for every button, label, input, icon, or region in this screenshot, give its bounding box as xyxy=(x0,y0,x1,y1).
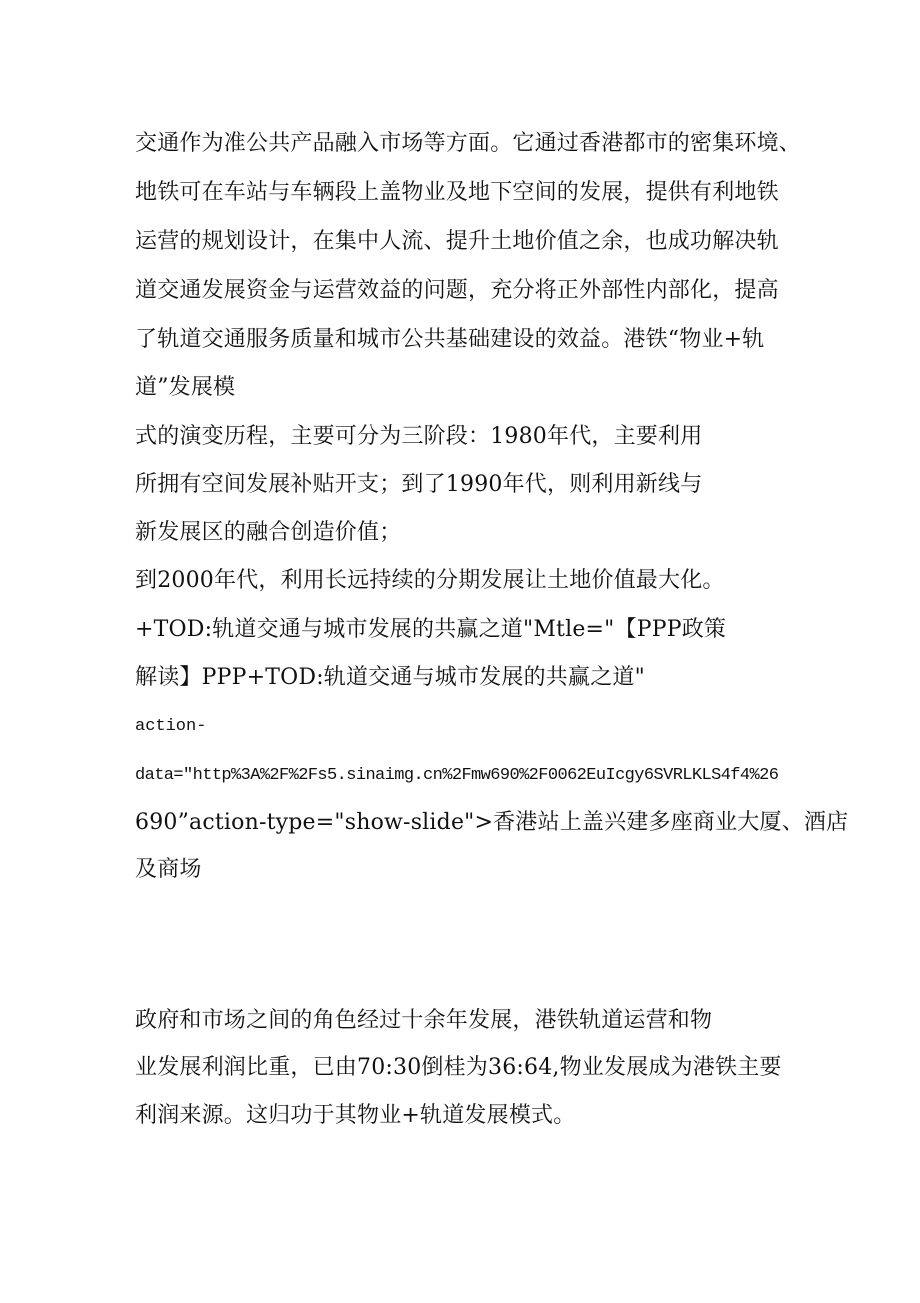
paragraph-line: 解读】PPP+TOD:轨道交通与城市发展的共赢之道" xyxy=(135,665,645,690)
paragraph-line: 690”action-type="show-slide">香港站上盖兴建多座商业大厦、酒店 xyxy=(135,810,849,835)
paragraph-line: 运营的规划设计，在集中人流、提升土地价值之余，也成功解决轨 xyxy=(135,229,779,254)
paragraph-line: +TOD:轨道交通与城市发展的共赢之道"Mtle="【PPP政策 xyxy=(135,617,727,642)
paragraph-line: 交通作为准公共产品融入市场等方面。它通过香港都市的密集环境、 xyxy=(135,131,802,156)
paragraph-line: 道”发展模 xyxy=(135,375,236,400)
paragraph-line: 到2000年代，利用长远持续的分期发展让土地价值最大化。 xyxy=(135,568,725,593)
code-line: data="http%3A%2F%2Fs5.sinaimg.cn%2Fmw690%2F0062EuIcgy6SVRLKLS4f4%26 xyxy=(135,766,779,785)
paragraph-line: 新发展区的融合创造价值； xyxy=(135,520,402,545)
paragraph-line: 政府和市场之间的角色经过十余年发展，港铁轨道运营和物 xyxy=(135,1008,713,1033)
paragraph-line: 式的演变历程，主要可分为三阶段：1980年代，主要利用 xyxy=(135,424,703,449)
paragraph-line: 业发展利润比重，已由70:30倒桂为36:64,物业发展成为港铁主要 xyxy=(135,1055,782,1080)
paragraph-line: 地铁可在车站与车辆段上盖物业及地下空间的发展，提供有利地铁 xyxy=(135,180,779,205)
paragraph-line: 道交通发展资金与运营效益的问题，充分将正外部性内部化，提高 xyxy=(135,278,779,303)
paragraph-line: 所拥有空间发展补贴开支；到了1990年代，则利用新线与 xyxy=(135,472,703,497)
paragraph-line: 了轨道交通服务质量和城市公共基础建设的效益。港铁“物业+轨 xyxy=(135,327,765,352)
paragraph-line: 及商场 xyxy=(135,857,202,882)
paragraph-line: 利润来源。这归功于其物业+轨道发展模式。 xyxy=(135,1103,576,1128)
code-line: action- xyxy=(135,717,207,736)
